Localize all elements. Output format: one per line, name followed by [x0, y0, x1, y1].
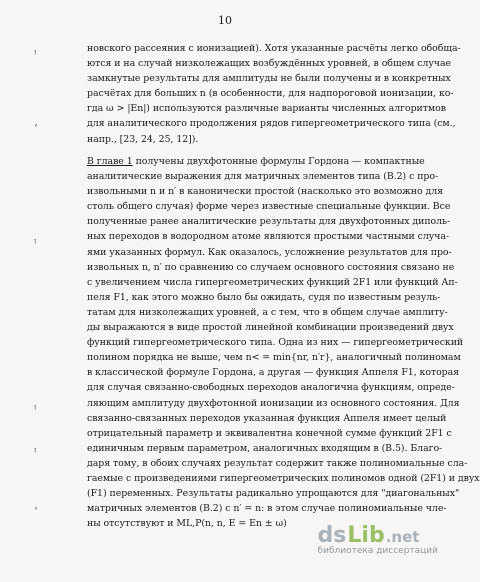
paragraph-2-line: для случая связанно-свободных переходов аналогична функциям, опреде- — [87, 382, 455, 394]
paragraph-2-line: ных переходов в водородном атоме являются простыми частными случа- — [87, 231, 450, 243]
paragraph-1-line: гда ω > |En|) используются различные варианты численных алгоритмов — [87, 103, 446, 115]
logo-ds: ds — [317, 523, 347, 548]
paragraph-2-line: связанно-связанных переходов указанная функция Аппеля имеет целый — [87, 412, 447, 424]
paragraph-2-line: единичным первым параметром, аналогичных входящим в (В.5). Благо- — [87, 442, 443, 454]
margin-marker: ᵎ — [34, 47, 36, 60]
paragraph-2-first-line-text: получены двухфотонные формулы Гордона — компактные — [132, 156, 425, 167]
paragraph-2-line: извольных n, n′ по сравнению со случаем основного состояния связано не — [87, 261, 455, 273]
paragraph-2-line: гаемые с произведениями гипергеометрических полиномов одной (2F1) и двух — [87, 472, 480, 484]
paragraph-2-line: функций гипергеометрического типа. Одна из них — гипергеометрический — [87, 337, 464, 349]
paragraph-2-line: в классической формуле Гордона, а другая — функция Аппеля F1, которая — [87, 367, 460, 379]
paragraph-2-line: аналитические выражения для матричных элементов типа (В.2) с про- — [87, 171, 439, 183]
chapter-reference-link[interactable]: В главе 1 — [87, 156, 133, 167]
paragraph-2-line: извольными n и n′ в канонически простой (насколько это возможно для — [87, 186, 443, 198]
margin-marker: ‘ — [34, 122, 38, 135]
paragraph-2-line — [87, 154, 425, 169]
paragraph-2-line: даря тому, в обоих случаях результат содержит также полиномиальные сла- — [87, 457, 468, 469]
paragraph-1-line: для аналитического продолжения рядов гипергеометрического типа (см., — [87, 118, 456, 130]
watermark-tagline: библиотека диссертаций — [317, 546, 438, 556]
paragraph-2-line: полученные ранее аналитические результаты для двухфотонных диполь- — [87, 216, 451, 228]
margin-marker: ‘ — [34, 505, 38, 518]
page-number: 10 — [218, 14, 232, 27]
paragraph-2 — [87, 154, 480, 531]
logo-net: .net — [385, 528, 420, 546]
paragraph-1-line: новского рассеяния с ионизацией). Хотя указанные расчёты легко обобща- — [87, 43, 461, 54]
margin-marker: ᵎ — [34, 445, 36, 458]
paragraph-2-line: ями указанных формул. Как оказалось, усложнение результатов для про- — [87, 246, 452, 258]
paragraph-1-line: напр., [23, 24, 25, 12]). — [87, 133, 199, 145]
paragraph-1-line: ются и на случай низколежащих возбуждённых уровней, в общем случае — [87, 58, 451, 70]
paragraph-2-line: (F1) переменных. Результаты радикально упрощаются для "диагональных" — [87, 488, 460, 500]
paragraph-2-line: с увеличением числа гипергеометрических функций 2F1 или функций Ап- — [87, 276, 458, 288]
paragraph-1-line: расчётах для больших n (в особенности, для надпороговой ионизации, ко- — [87, 88, 454, 100]
paragraph-2-line: пеля F1, как этого можно было бы ожидать, судя по известным резуль- — [87, 291, 441, 303]
paragraph-2-line: татам для низколежащих уровней, а с тем, что в общем случае амплиту- — [87, 306, 448, 318]
paragraph-1-line: замкнутые результаты для амплитуды не были получены и в конкретных — [87, 73, 451, 85]
paragraph-2-line: ляющим амплитуду двухфотонной ионизации из основного состояния. Для — [87, 397, 460, 409]
dslib-logo — [318, 523, 438, 548]
paragraph-1 — [87, 41, 461, 147]
paragraph-2-line: матричных элементов (В.2) с n′ = n: в этом случае полиномиальные чле- — [87, 503, 447, 515]
paragraph-2-line: полином порядка не выше, чем n< = min{nr, n′r}, аналогичный полиномам — [87, 352, 461, 364]
paragraph-2-line: столь общего случая) форме через известные специальные функции. Все — [87, 201, 451, 213]
paragraph-2-line: ды выражаются в виде простой линейной комбинации произведений двух — [87, 322, 454, 334]
margin-marker: ᵎ — [34, 402, 36, 415]
logo-lib: Lib — [347, 523, 385, 548]
paragraph-2-line: ны отсутствуют и ML,P(n, n, E = En ± ω) — [87, 518, 287, 530]
margin-marker: ᵎ — [34, 236, 36, 249]
paragraph-2-line: отрицательный параметр и эквивалентна конечной сумме функций 2F1 с — [87, 427, 452, 439]
dslib-watermark — [318, 523, 438, 556]
